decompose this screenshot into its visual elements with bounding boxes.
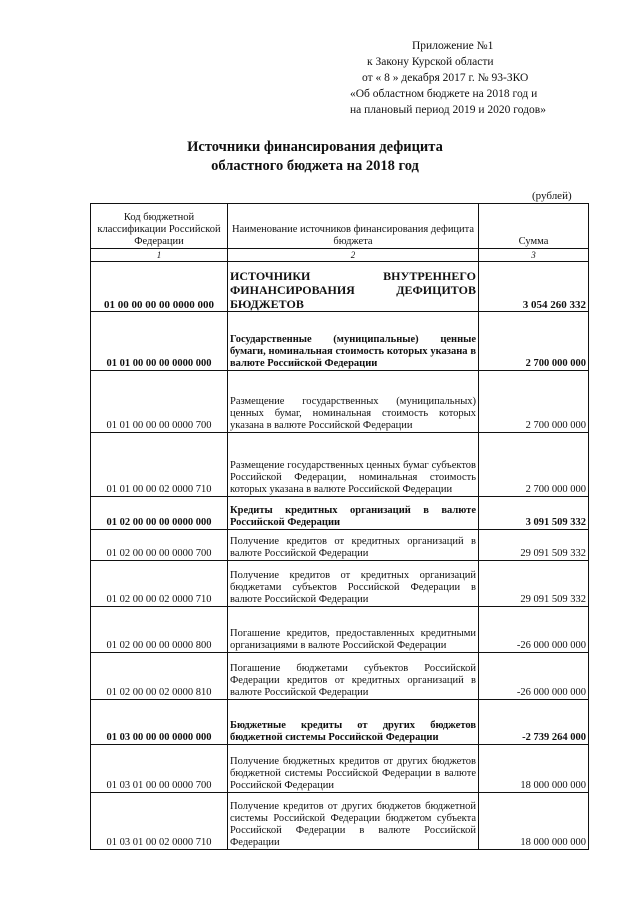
row-code: 01 00 00 00 00 0000 000	[91, 262, 228, 312]
row-sum: 18 000 000 000	[479, 793, 589, 850]
row-code: 01 02 00 00 02 0000 710	[91, 561, 228, 607]
row-name: Получение кредитов от других бюджетов бюджетной системы Российской Федерации бюджетом субъекта Российской Федерации в валюте Российской Федерации	[228, 793, 479, 850]
column-number: 2	[228, 249, 479, 262]
row-code: 01 02 00 00 02 0000 810	[91, 653, 228, 700]
row-name: Получение кредитов от кредитных организаций в валюте Российской Федерации	[228, 530, 479, 561]
appendix-line: «Об областном бюджете на 2018 год и	[350, 88, 538, 100]
financing-sources-table	[90, 203, 589, 850]
table-row	[91, 312, 589, 371]
row-name: ИСТОЧНИКИ ВНУТРЕННЕГО ФИНАНСИРОВАНИЯ ДЕФИЦИТОВ БЮДЖЕТОВ	[228, 262, 479, 312]
row-code: 01 02 00 00 00 0000 700	[91, 530, 228, 561]
column-number: 3	[479, 249, 589, 262]
table-row	[91, 497, 589, 530]
row-name: Государственные (муниципальные) ценные бумаги, номинальная стоимость которых указана в валюте Российской Федерации	[228, 312, 479, 371]
row-code: 01 01 00 00 00 0000 000	[91, 312, 228, 371]
table-row	[91, 745, 589, 793]
table-row	[91, 700, 589, 745]
table-row	[91, 371, 589, 433]
row-code: 01 02 00 00 00 0000 000	[91, 497, 228, 530]
row-sum: 2 700 000 000	[479, 312, 589, 371]
row-code: 01 01 00 00 02 0000 710	[91, 433, 228, 497]
row-sum: 3 054 260 332	[479, 262, 589, 312]
row-code: 01 02 00 00 00 0000 800	[91, 607, 228, 653]
row-name: Бюджетные кредиты от других бюджетов бюджетной системы Российской Федерации	[228, 700, 479, 745]
table-row	[91, 530, 589, 561]
row-name: Погашение кредитов, предоставленных кредитными организациями в валюте Российской Федерации	[228, 607, 479, 653]
title-line: областного бюджета на 2018 год	[211, 158, 419, 174]
appendix-block	[350, 38, 600, 118]
row-name: Погашение бюджетами субъектов Российской Федерации кредитов от кредитных организаций в валюте Российской Федерации	[228, 653, 479, 700]
row-code: 01 03 01 00 00 0000 700	[91, 745, 228, 793]
appendix-line: к Закону Курской области	[367, 56, 494, 68]
row-sum: 3 091 509 332	[479, 497, 589, 530]
row-sum: 29 091 509 332	[479, 561, 589, 607]
table-row	[91, 653, 589, 700]
table-row	[91, 433, 589, 497]
row-sum: 18 000 000 000	[479, 745, 589, 793]
header-code: Код бюджетной классификации Российской Федерации	[91, 204, 228, 249]
document-title	[150, 138, 480, 176]
row-name: Размещение государственных (муниципальных) ценных бумаг, номинальная стоимость которых указана в валюте Российской Федерации	[228, 371, 479, 433]
row-sum: -2 739 264 000	[479, 700, 589, 745]
title-line: Источники финансирования дефицита	[187, 139, 443, 155]
row-name: Получение бюджетных кредитов от других бюджетов бюджетной системы Российской Федерации в валюте Российской Федерации	[228, 745, 479, 793]
row-sum: -26 000 000 000	[479, 607, 589, 653]
column-number: 1	[91, 249, 228, 262]
row-name: Размещение государственных ценных бумаг субъектов Российской Федерации, номинальная стоимость которых указана в валюте Российской Федерации	[228, 433, 479, 497]
row-sum: 2 700 000 000	[479, 371, 589, 433]
appendix-line: от « 8 » декабря 2017 г. № 93-ЗКО	[362, 72, 529, 84]
header-sum: Сумма	[479, 204, 589, 249]
row-sum: 2 700 000 000	[479, 433, 589, 497]
row-code: 01 03 01 00 02 0000 710	[91, 793, 228, 850]
table-row	[91, 262, 589, 312]
appendix-line: на плановый период 2019 и 2020 годов»	[350, 104, 546, 116]
row-code: 01 03 00 00 00 0000 000	[91, 700, 228, 745]
column-number-row	[91, 249, 589, 262]
table-row	[91, 607, 589, 653]
row-sum: 29 091 509 332	[479, 530, 589, 561]
row-code: 01 01 00 00 00 0000 700	[91, 371, 228, 433]
table-header-row	[91, 204, 589, 249]
table-row	[91, 561, 589, 607]
appendix-line: Приложение №1	[412, 40, 494, 52]
table-row	[91, 793, 589, 850]
units-label: (рублей)	[532, 190, 572, 202]
header-name: Наименование источников финансирования дефицита бюджета	[228, 204, 479, 249]
row-name: Получение кредитов от кредитных организаций бюджетами субъектов Российской Федерации в валюте Российской Федерации	[228, 561, 479, 607]
row-name: Кредиты кредитных организаций в валюте Российской Федерации	[228, 497, 479, 530]
row-sum: -26 000 000 000	[479, 653, 589, 700]
